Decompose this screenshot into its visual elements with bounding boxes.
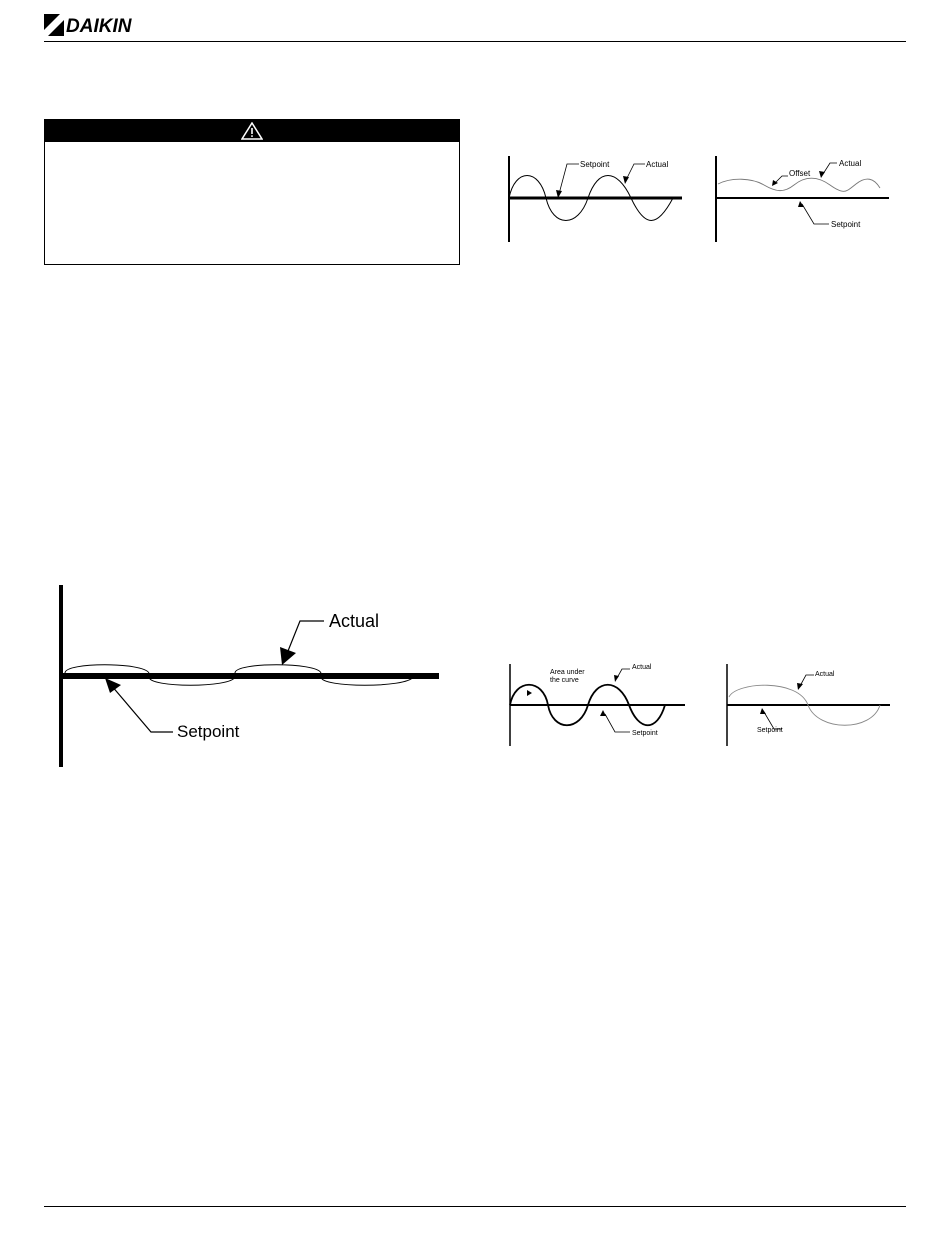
setpoint-label: Setpoint xyxy=(757,727,783,734)
actual-curve-hump-1 xyxy=(65,665,149,673)
setpoint-arrow xyxy=(798,201,804,207)
area-arrow xyxy=(527,690,532,696)
actual-arrow xyxy=(614,675,619,682)
slow-response-figure xyxy=(722,660,897,748)
caution-box xyxy=(44,119,460,265)
area-label-line2: the curve xyxy=(550,677,579,684)
actual-label: Actual xyxy=(839,159,862,168)
actual-arrow xyxy=(819,171,825,178)
area-under-curve-figure xyxy=(505,660,690,748)
setpoint-label: Setpoint xyxy=(632,730,658,737)
area-label-line1: Area under xyxy=(550,669,585,676)
offset-label: Offset xyxy=(789,169,811,178)
setpoint-arrow xyxy=(105,678,121,693)
header-rule xyxy=(44,41,906,42)
warning-triangle-icon xyxy=(241,122,263,140)
setpoint-label: Setpoint xyxy=(831,220,861,229)
actual-arrow xyxy=(623,176,629,184)
actual-curve-hump-2 xyxy=(235,665,321,673)
setpoint-arrow xyxy=(760,708,766,714)
oscillation-figure xyxy=(505,150,690,245)
footer-rule xyxy=(44,1206,906,1207)
svg-text:DAIKIN: DAIKIN xyxy=(66,16,132,36)
actual-arrow xyxy=(797,683,803,690)
setpoint-arrow xyxy=(600,710,606,716)
setpoint-label: Setpoint xyxy=(177,722,240,741)
actual-label: Actual xyxy=(329,611,380,631)
actual-label: Actual xyxy=(646,160,669,169)
daikin-logo xyxy=(44,14,164,36)
offset-figure xyxy=(712,150,897,245)
stable-control-figure xyxy=(55,583,445,770)
actual-label: Actual xyxy=(815,671,835,678)
actual-curve xyxy=(718,178,880,191)
caution-header xyxy=(45,120,459,142)
setpoint-label: Setpoint xyxy=(580,160,610,169)
actual-label: Actual xyxy=(632,664,652,671)
